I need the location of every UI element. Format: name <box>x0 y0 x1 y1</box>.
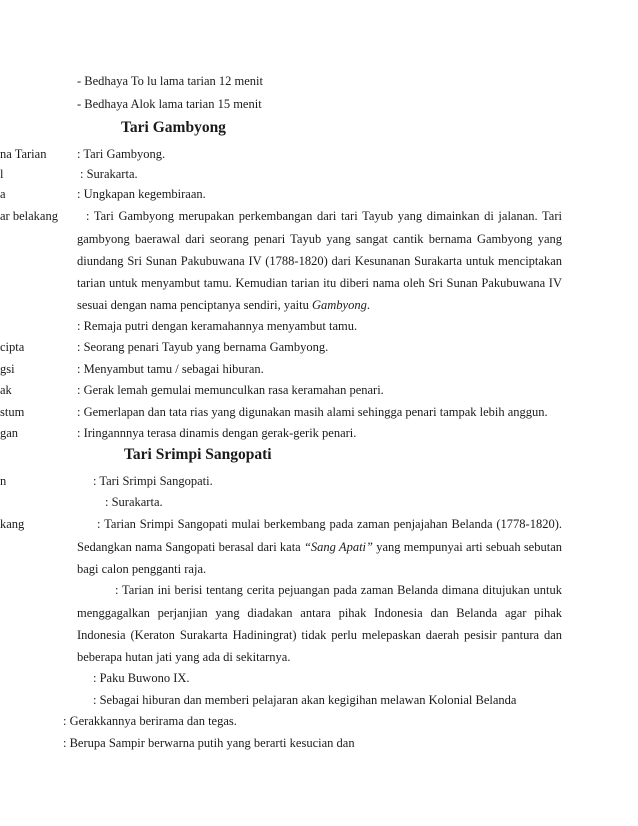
gambyong-label-nama: na Tarian <box>0 147 47 161</box>
gambyong-makna: : Ungkapan kegembiraan. <box>77 187 206 201</box>
gambyong-iringan: : Iringannnya terasa dinamis dengan gerak-gerik penari. <box>77 426 357 440</box>
srimpi-tema-line-1: : Tarian ini berisi tentang cerita pejuangan pada zaman Belanda dimana ditujukan untuk <box>115 583 562 597</box>
gambyong-latar-line-5-end: . <box>366 298 370 312</box>
gambyong-label-gerak: ak <box>0 383 12 397</box>
srimpi-pencipta: : Paku Buwono IX. <box>93 671 190 685</box>
gambyong-label-kostum: stum <box>0 405 25 419</box>
srimpi-gerak: : Gerakkannya berirama dan tegas. <box>63 714 237 728</box>
gambyong-latar-line-5-text: sesuai dengan nama penciptanya sendiri, yaitu <box>77 298 312 312</box>
srimpi-asal: : Surakarta. <box>105 495 163 509</box>
gambyong-label-latar: ar belakang <box>0 209 58 223</box>
gambyong-latar-line-1: : Tari Gambyong merupakan perkembangan dari tari Tayub yang dimainkan di jalanan. Tari <box>86 209 562 223</box>
srimpi-label-latar: kang <box>0 517 25 531</box>
srimpi-latar-line-2-text: Sedangkan nama Sangopati berasal dari kata <box>77 540 304 554</box>
srimpi-tema-line-2: menggagalkan perjanjian yang diadakan antara pihak Indonesia dan Belanda agar pihak <box>77 606 562 620</box>
gambyong-label-pencipta: cipta <box>0 340 25 354</box>
srimpi-latar-line-2 <box>77 539 562 555</box>
gambyong-kostum: : Gemerlapan dan tata rias yang digunakan masih alami sehingga penari tampak lebih anggun. <box>77 405 548 419</box>
srimpi-fungsi: : Sebagai hiburan dan memberi pelajaran akan kegigihan melawan Kolonial Belanda <box>93 693 517 707</box>
gambyong-gerak: : Gerak lemah gemulai memunculkan rasa keramahan penari. <box>77 383 384 397</box>
srimpi-latar-line-2-italic: “Sang Apati” <box>303 540 373 554</box>
srimpi-latar-line-1: : Tarian Srimpi Sangopati mulai berkembang pada zaman penjajahan Belanda (1778-1820). <box>97 517 562 531</box>
gambyong-fungsi: : Menyambut tamu / sebagai hiburan. <box>77 362 264 376</box>
gambyong-asal: : Surakarta. <box>80 167 138 181</box>
srimpi-nama: : Tari Srimpi Sangopati. <box>93 474 213 488</box>
gambyong-tema: : Remaja putri dengan keramahannya menyambut tamu. <box>77 319 358 333</box>
gambyong-latar-line-4: tarian untuk menyambut tamu. Kemudian tarian itu diberi nama oleh Sri Sunan Pakubuwana IV <box>77 276 562 290</box>
gambyong-pencipta: : Seorang penari Tayub yang bernama Gambyong. <box>77 340 329 354</box>
gambyong-latar-line-5 <box>77 297 370 313</box>
srimpi-label-nama: n <box>0 474 7 488</box>
gambyong-nama: : Tari Gambyong. <box>77 147 166 161</box>
gambyong-latar-line-2: gambyong baerawal dari seorang penari Tayub yang sangat cantik bernama Gambyong yang <box>77 232 562 246</box>
gambyong-title: Tari Gambyong <box>121 119 226 136</box>
bedhaya-line-2: - Bedhaya Alok lama tarian 15 menit <box>77 97 262 111</box>
gambyong-latar-line-3: diundang Sri Sunan Pakubuwana IV (1788-1820) dari Kesunanan Surakarta untuk menciptakan <box>77 254 562 268</box>
srimpi-title: Tari Srimpi Sangopati <box>124 446 272 463</box>
srimpi-latar-line-2-end: yang mempunyai arti sebuah sebutan <box>372 540 562 554</box>
gambyong-label-asal: l <box>0 167 4 181</box>
gambyong-latar-line-5-italic: Gambyong <box>312 298 367 312</box>
srimpi-tema-line-3: Indonesia (Keraton Surakarta Hadiningrat) tidak perlu melepaskan daerah pesisir pantura dan <box>77 628 562 642</box>
gambyong-label-makna: a <box>0 187 6 201</box>
srimpi-latar-line-3: bagi calon pengganti raja. <box>77 562 207 576</box>
srimpi-tema-line-4: beberapa hutan jati yang ada di sekitarnya. <box>77 650 291 664</box>
gambyong-label-fungsi: gsi <box>0 362 15 376</box>
srimpi-kostum: : Berupa Sampir berwarna putih yang berarti kesucian dan <box>63 736 355 750</box>
bedhaya-line-1: - Bedhaya To lu lama tarian 12 menit <box>77 74 263 88</box>
gambyong-label-iringan: gan <box>0 426 19 440</box>
